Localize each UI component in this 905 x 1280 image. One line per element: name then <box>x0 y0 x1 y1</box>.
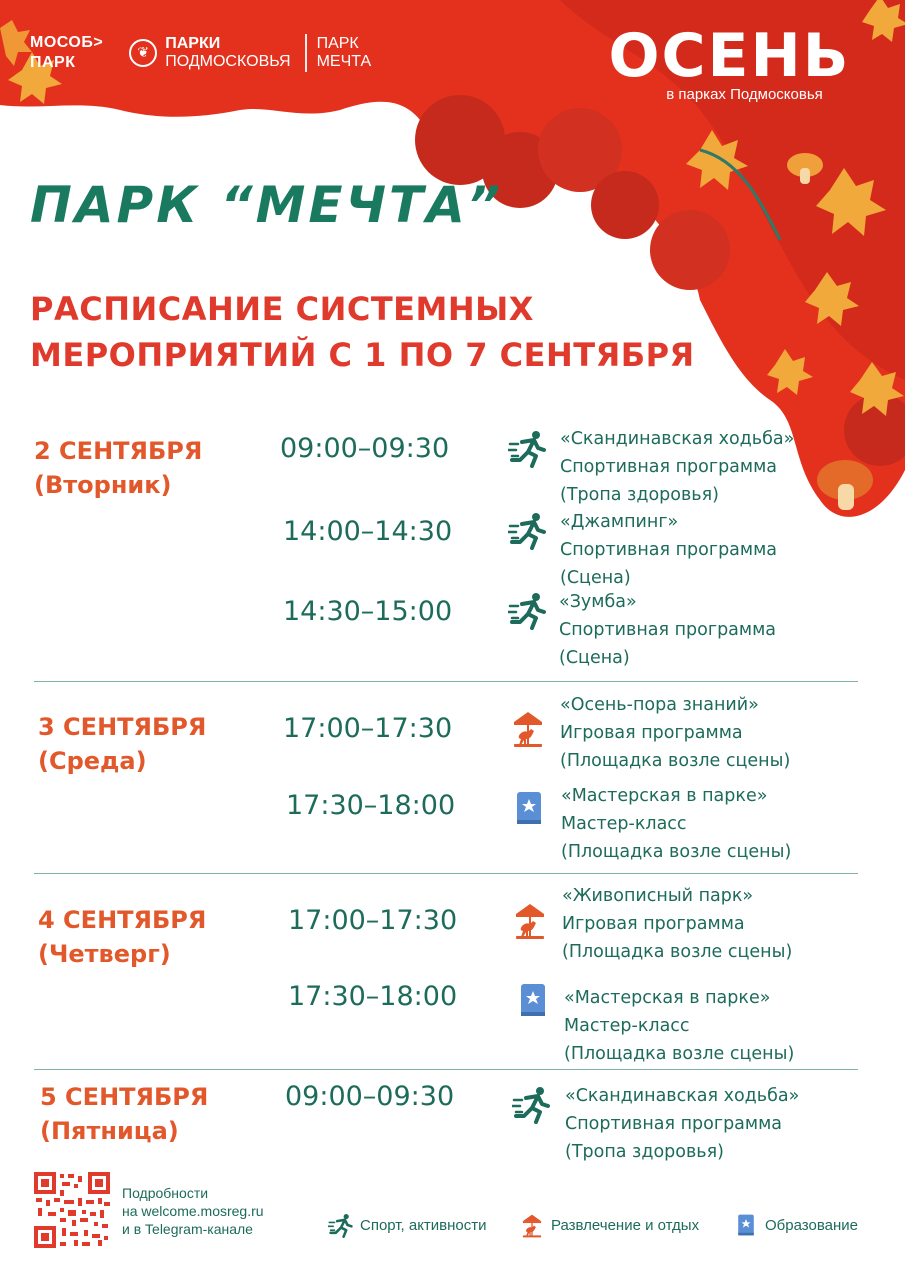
running-person-icon <box>508 590 548 630</box>
day-divider <box>34 873 858 874</box>
legend-sport: Спорт, активности <box>328 1212 487 1238</box>
event-description: «Мастерская в парке» Мастер-класс (Площадка возле сцены) <box>561 786 792 862</box>
day-heading: 2 СЕНТЯБРЯ (Вторник) <box>34 437 203 499</box>
parki-podmoskovya-logo: ❦ ПАРКИ ПОДМОСКОВЬЯ <box>129 35 290 71</box>
running-person-icon <box>508 510 548 550</box>
legend-entertainment: Развлечение и отдых <box>519 1212 699 1238</box>
day-divider <box>34 681 858 682</box>
event-time: 17:30–18:00 <box>286 790 456 821</box>
park-mechta-logo: ПАРК МЕЧТА <box>316 35 372 70</box>
mosobpark-logo: МОСОБ> ПАРК <box>30 34 104 71</box>
more-info-text: Подробности на welcome.mosreg.ru и в Telegram-канале <box>122 1185 264 1237</box>
event-time: 17:00–17:30 <box>288 905 458 936</box>
day-heading: 5 СЕНТЯБРЯ (Пятница) <box>40 1083 209 1145</box>
carousel-icon <box>519 1212 545 1238</box>
book-icon <box>733 1212 759 1238</box>
running-person-icon <box>328 1212 354 1238</box>
day-divider <box>34 1069 858 1070</box>
legend-education: Образование <box>733 1212 858 1238</box>
event-description: «Скандинавская ходьба» Спортивная программа (Тропа здоровья) <box>565 1086 800 1162</box>
book-icon <box>509 788 549 828</box>
day-heading: 4 СЕНТЯБРЯ (Четверг) <box>38 906 207 968</box>
running-person-icon <box>512 1084 552 1124</box>
page-subtitle: РАСПИСАНИЕ СИСТЕМНЫХ МЕРОПРИЯТИЙ С 1 ПО 7 СЕНТЯБРЯ <box>30 290 695 374</box>
carousel-icon <box>510 900 550 940</box>
event-time: 14:30–15:00 <box>283 596 453 627</box>
logo-divider <box>305 34 307 72</box>
event-description: «Осень-пора знаний» Игровая программа (Площадка возле сцены) <box>560 695 791 771</box>
day-heading: 3 СЕНТЯБРЯ (Среда) <box>38 713 207 775</box>
event-description: «Скандинавская ходьба» Спортивная программа (Тропа здоровья) <box>560 429 795 505</box>
book-icon <box>513 980 553 1020</box>
carousel-icon <box>508 708 548 748</box>
leaf-icon: ❦ <box>129 39 157 67</box>
event-time: 17:30–18:00 <box>288 981 458 1012</box>
event-time: 17:00–17:30 <box>283 713 453 744</box>
event-description: «Живописный парк» Игровая программа (Площадка возле сцены) <box>562 886 793 962</box>
qr-code-icon <box>34 1172 110 1248</box>
event-time: 09:00–09:30 <box>280 433 450 464</box>
event-description: «Джампинг» Спортивная программа (Сцена) <box>560 512 778 588</box>
autumn-brand-logo: ОСЕНЬ в парках Подмосковья <box>608 21 851 103</box>
partner-logos <box>30 28 371 78</box>
event-time: 09:00–09:30 <box>285 1081 455 1112</box>
event-description: «Мастерская в парке» Мастер-класс (Площадка возле сцены) <box>564 988 795 1064</box>
event-time: 14:00–14:30 <box>283 516 453 547</box>
running-person-icon <box>508 428 548 468</box>
page-title: ПАРК “МЕЧТА” <box>30 176 503 234</box>
event-description: «Зумба» Спортивная программа (Сцена) <box>559 592 777 668</box>
